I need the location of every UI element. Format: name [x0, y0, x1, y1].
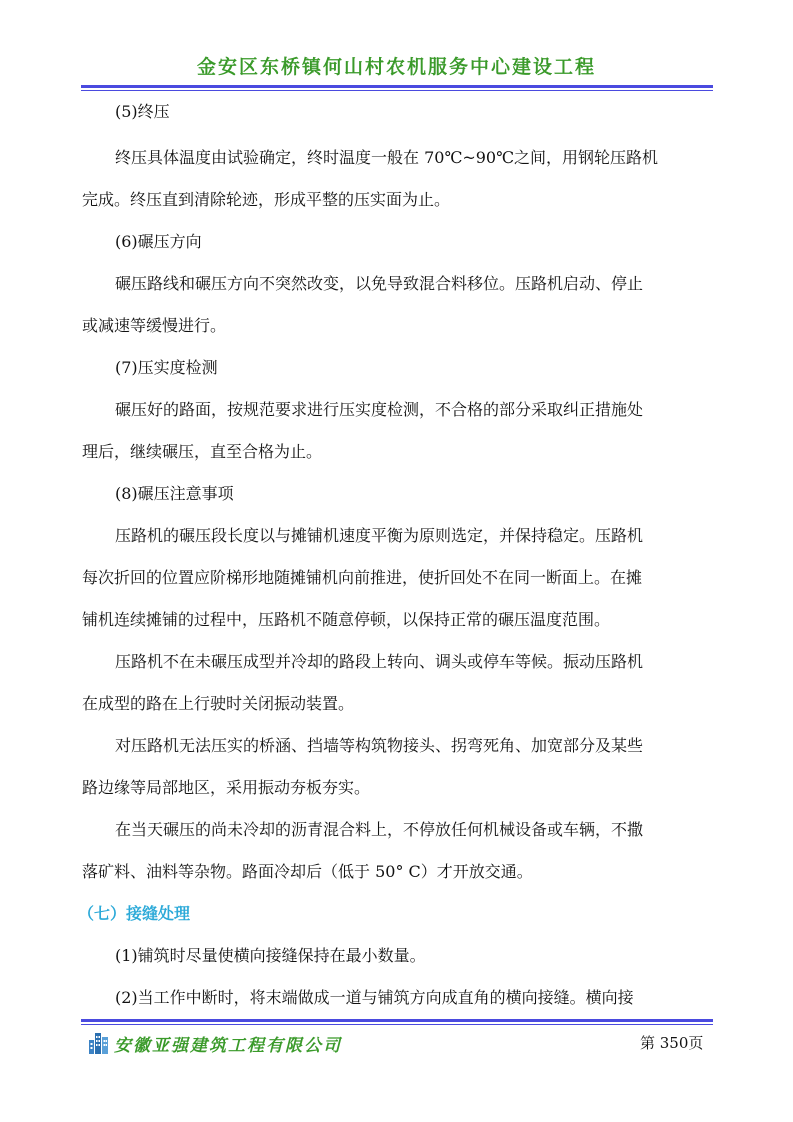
text-line: 压路机的碾压段长度以与摊铺机速度平衡为原则选定，并保持稳定。压路机 [115, 526, 644, 545]
text-line: (2)当工作中断时，将末端做成一道与铺筑方向成直角的横向接缝。横向接 [115, 988, 634, 1007]
text-line: 每次折回的位置应阶梯形地随摊铺机向前推进，使折回处不在同一断面上。在摊 [82, 568, 643, 587]
header-rule-thick [81, 85, 713, 88]
text-line: 对压路机无法压实的桥涵、挡墙等构筑物接头、拐弯死角、加宽部分及某些 [115, 736, 644, 755]
text-line: (7)压实度检测 [115, 358, 218, 377]
text-line: (1)铺筑时尽量使横向接缝保持在最小数量。 [115, 946, 426, 965]
text-line: 碾压好的路面，按规范要求进行压实度检测，不合格的部分采取纠正措施处 [115, 400, 644, 419]
text-line: 在当天碾压的尚未冷却的沥青混合料上，不停放任何机械设备或车辆，不撒 [115, 820, 644, 839]
building-logo-icon [88, 1030, 110, 1054]
text-line: (5)终压 [115, 102, 170, 121]
footer-rule-thin [81, 1024, 713, 1025]
text-line: 在成型的路在上行驶时关闭振动装置。 [82, 694, 355, 713]
footer-page-number: 第 350页 [640, 1034, 704, 1052]
text-line: 落矿料、油料等杂物。路面冷却后（低于 50° C）才开放交通。 [82, 862, 533, 881]
text-line: 铺机连续摊铺的过程中，压路机不随意停顿，以保持正常的碾压温度范围。 [82, 610, 611, 629]
text-line: 压路机不在未碾压成型并冷却的路段上转向、调头或停车等候。振动压路机 [115, 652, 644, 671]
text-line: 碾压路线和碾压方向不突然改变，以免导致混合料移位。压路机启动、停止 [115, 274, 644, 293]
text-line: (6)碾压方向 [115, 232, 202, 251]
header-rule-thin [81, 90, 713, 91]
text-line: 终压具体温度由试验确定，终时温度一般在 70℃~90℃之间，用钢轮压路机 [115, 148, 659, 167]
footer-company-name: 安徽亚强建筑工程有限公司 [114, 1036, 342, 1056]
text-line: 理后，继续碾压，直至合格为止。 [82, 442, 323, 461]
section-heading: （七）接缝处理 [78, 904, 191, 923]
text-line: 或减速等缓慢进行。 [82, 316, 227, 335]
footer-rule-thick [81, 1019, 713, 1022]
text-line: 完成。终压直到清除轮迹，形成平整的压实面为止。 [82, 190, 451, 209]
text-line: 路边缘等局部地区，采用振动夯板夯实。 [82, 778, 371, 797]
page-header-title: 金安区东桥镇何山村农机服务中心建设工程 [196, 56, 596, 78]
text-line: (8)碾压注意事项 [115, 484, 234, 503]
